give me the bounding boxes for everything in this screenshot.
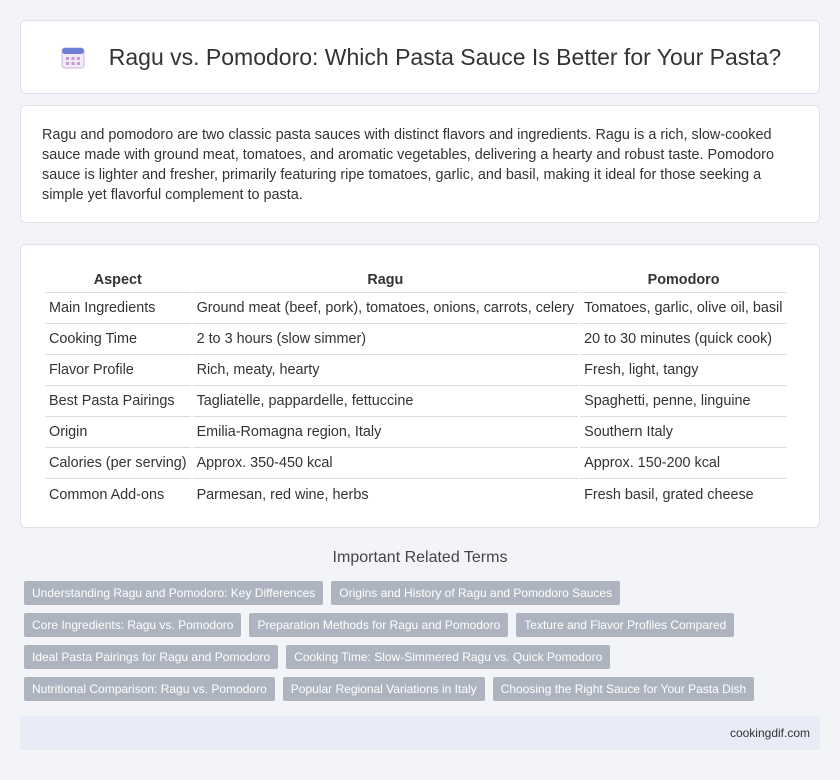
- cell-ragu: Tagliatelle, pappardelle, fettuccine: [193, 386, 579, 417]
- table-row: [45, 386, 787, 417]
- cell-aspect: Origin: [45, 417, 191, 448]
- comparison-table: [43, 267, 789, 510]
- tag-row: [24, 677, 824, 701]
- cell-aspect: Best Pasta Pairings: [45, 386, 191, 417]
- tag-row: [24, 645, 824, 669]
- table-header-row: [45, 267, 787, 293]
- cell-aspect: Flavor Profile: [45, 355, 191, 386]
- header-pomodoro: Pomodoro: [580, 267, 787, 293]
- cell-ragu: Rich, meaty, hearty: [193, 355, 579, 386]
- related-term-tag[interactable]: Origins and History of Ragu and Pomodoro Sauces: [331, 581, 620, 605]
- cell-pomodoro: Spaghetti, penne, linguine: [580, 386, 787, 417]
- comparison-card: [20, 244, 820, 528]
- cell-ragu: Ground meat (beef, pork), tomatoes, onions, carrots, celery: [193, 293, 579, 324]
- calendar-icon: [59, 43, 87, 71]
- footer: [20, 716, 820, 750]
- cell-ragu: Approx. 350-450 kcal: [193, 448, 579, 479]
- cell-pomodoro: Southern Italy: [580, 417, 787, 448]
- related-terms-title: Important Related Terms: [332, 549, 508, 566]
- header-ragu: Ragu: [193, 267, 579, 293]
- cell-ragu: Emilia-Romagna region, Italy: [193, 417, 579, 448]
- page-header: [20, 20, 820, 94]
- table-row: [45, 355, 787, 386]
- header-aspect: Aspect: [45, 267, 191, 293]
- related-term-tag[interactable]: Popular Regional Variations in Italy: [283, 677, 485, 701]
- cell-pomodoro: 20 to 30 minutes (quick cook): [580, 324, 787, 355]
- intro-text: Ragu and pomodoro are two classic pasta sauces with distinct flavors and ingredients. Ragu is a rich, slow-cooked sauce made with ground meat, tomatoes, and aromatic vegetables, delivering a hearty and robust taste. Pomodoro sauce is lighter and fresher, primarily featuring ripe tomatoes, garlic, and basil, making it ideal for those seeking a simple yet flavorful complement to pasta.: [42, 127, 774, 203]
- table-row: [45, 324, 787, 355]
- cell-aspect: Cooking Time: [45, 324, 191, 355]
- intro-card: [20, 105, 820, 223]
- table-row: [45, 479, 787, 510]
- table-row: [45, 417, 787, 448]
- related-term-tag[interactable]: Preparation Methods for Ragu and Pomodoro: [249, 613, 508, 637]
- related-term-tag[interactable]: Ideal Pasta Pairings for Ragu and Pomodoro: [24, 645, 278, 669]
- table-row: [45, 448, 787, 479]
- related-term-tag[interactable]: Core Ingredients: Ragu vs. Pomodoro: [24, 613, 241, 637]
- cell-aspect: Main Ingredients: [45, 293, 191, 324]
- cell-aspect: Common Add-ons: [49, 486, 165, 503]
- page-title: Ragu vs. Pomodoro: Which Pasta Sauce Is Better for Your Pasta?: [108, 43, 782, 70]
- related-term-tag[interactable]: Choosing the Right Sauce for Your Pasta Dish: [493, 677, 754, 701]
- tag-row: [24, 581, 824, 605]
- related-term-tag[interactable]: Nutritional Comparison: Ragu vs. Pomodoro: [24, 677, 275, 701]
- tag-row: [24, 613, 824, 637]
- cell-aspect: Calories (per serving): [45, 448, 191, 479]
- cell-pomodoro: Fresh, light, tangy: [580, 355, 787, 386]
- footer-site-link[interactable]: cookingdif.com: [729, 726, 810, 740]
- related-term-tag[interactable]: Texture and Flavor Profiles Compared: [516, 613, 734, 637]
- related-term-tag[interactable]: Understanding Ragu and Pomodoro: Key Differences: [24, 581, 323, 605]
- cell-pomodoro: Approx. 150-200 kcal: [580, 448, 787, 479]
- cell-ragu: Parmesan, red wine, herbs: [196, 486, 369, 503]
- cell-pomodoro: Tomatoes, garlic, olive oil, basil: [580, 293, 787, 324]
- cell-pomodoro: Fresh basil, grated cheese: [584, 486, 754, 503]
- related-term-tag[interactable]: Cooking Time: Slow-Simmered Ragu vs. Quick Pomodoro: [286, 645, 610, 669]
- table-row: [45, 293, 787, 324]
- related-terms-tags: [24, 581, 824, 709]
- cell-ragu: 2 to 3 hours (slow simmer): [193, 324, 579, 355]
